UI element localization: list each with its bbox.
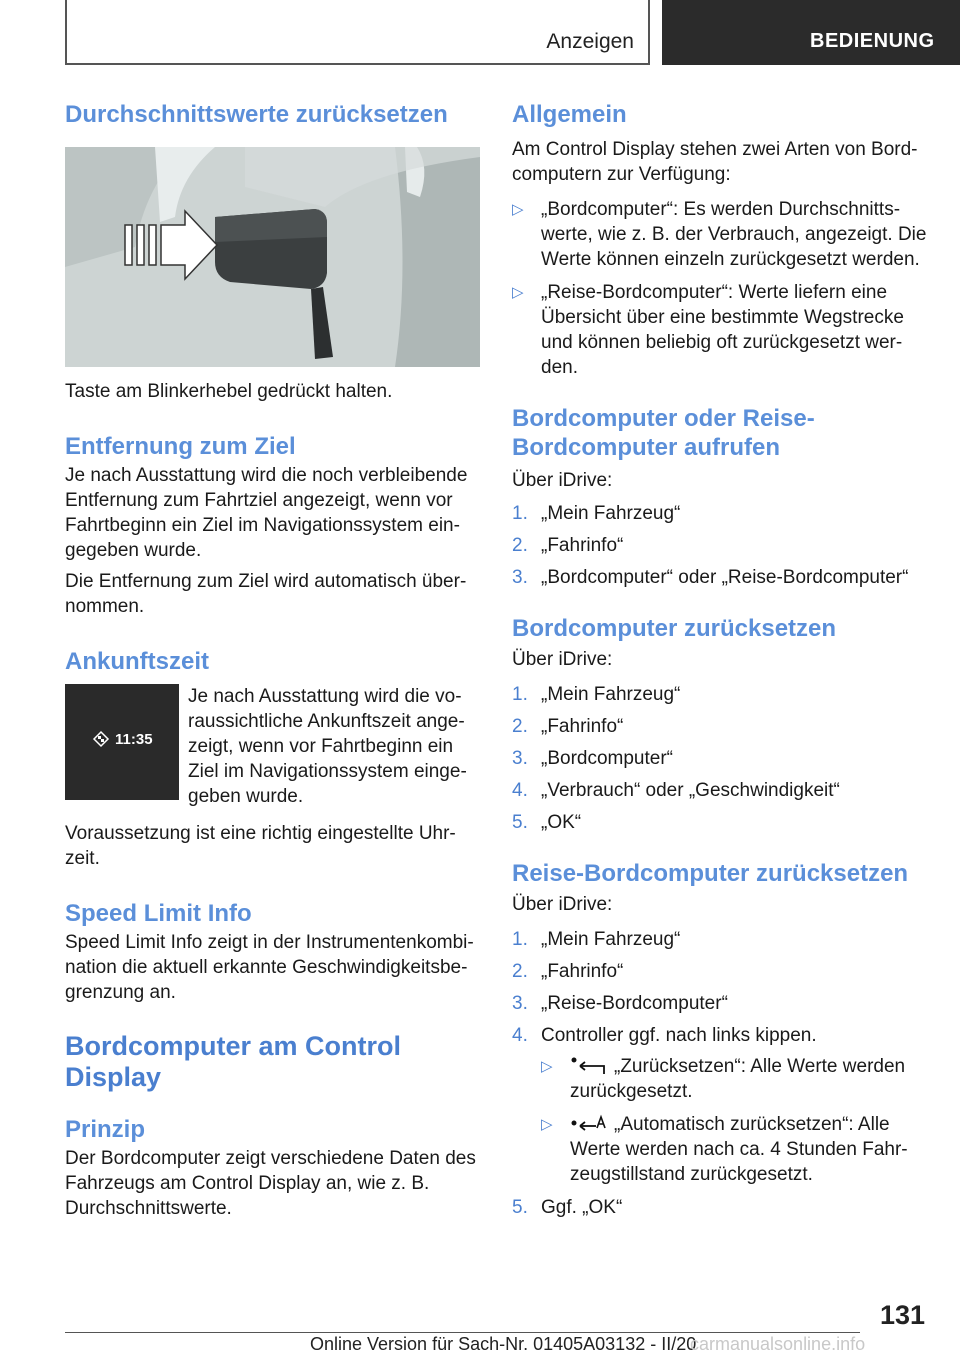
text-speed-limit: Speed Limit Info zeigt in der Instrumentenkombi-nation die aktuell erkannte Geschwindigkeitsbe-grenzung an. bbox=[65, 932, 474, 1003]
text-principle: Der Bordcomputer zeigt verschiedene Daten des Fahrzeugs am Control Display an, wie z. B. Durchschnittswerte. bbox=[65, 1148, 476, 1219]
list-item: 2. „Fahrinfo“ bbox=[512, 716, 624, 737]
heading-reset-averages: Durchschnittswerte zurücksetzen bbox=[65, 101, 448, 128]
list-item: 2. „Fahrinfo“ bbox=[512, 535, 624, 556]
list-item: ▷ „Automatisch zurücksetzen“: Alle Werte werden nach ca. 4 Stunden Fahr-zeugstillstand zurückgesetzt. bbox=[541, 1114, 908, 1185]
footer-watermark: carmanualsonline.info bbox=[690, 1334, 866, 1354]
list-item: ▷ „Zurücksetzen“: Alle Werte werden zurückgesetzt. bbox=[541, 1056, 906, 1102]
destination-flag-icon bbox=[92, 730, 110, 748]
board-computer-types-list bbox=[512, 197, 927, 380]
heading-general: Allgemein bbox=[512, 101, 627, 128]
header-chapter-tab bbox=[662, 0, 960, 65]
heading-reset-board-computer: Bordcomputer zurücksetzen bbox=[512, 615, 837, 642]
page-number: 131 bbox=[879, 1300, 925, 1330]
turn-signal-lever-image bbox=[65, 147, 480, 367]
header-section-label: Anzeigen bbox=[546, 30, 634, 53]
heading-speed-limit-info: Speed Limit Info bbox=[65, 900, 252, 927]
list-item: ▷ „Reise-Bordcomputer“: Werte liefern eine Übersicht über eine bestimmte Wegstrecke und können beliebig oft zurückgesetzt wer-den. bbox=[512, 282, 904, 378]
bullet-triangle-icon: ▷ bbox=[512, 201, 524, 218]
steps-trip-list bbox=[512, 927, 927, 1220]
caption-reset: Taste am Blinkerhebel gedrückt halten. bbox=[65, 381, 393, 402]
list-item: 4. Controller ggf. nach links kippen. ▷ „Zurücksetzen“: Alle Werte werden zurückgesetzt. ▷ „Automatisch zurücksetzen“: Alle Werte werden nach ca. 4 Stunden Fahr-zeugstillstand zurückgesetzt. bbox=[512, 1023, 927, 1187]
list-item: 1. „Mein Fahrzeug“ bbox=[512, 684, 681, 705]
text-via-idrive-3: Über iDrive: bbox=[512, 894, 613, 915]
auto-reset-icon bbox=[570, 1114, 606, 1132]
arrival-clock-value: 11:35 bbox=[115, 731, 153, 748]
heading-principle: Prinzip bbox=[65, 1116, 146, 1143]
right-column bbox=[512, 100, 927, 1220]
list-item: 5. „OK“ bbox=[512, 812, 582, 833]
lever-illustration-icon bbox=[65, 147, 480, 367]
heading-board-computer: Bordcomputer am Control Display bbox=[65, 1031, 402, 1092]
list-item: 5. Ggf. „OK“ bbox=[512, 1197, 623, 1218]
steps-reset-list bbox=[512, 682, 927, 835]
steps-open-list bbox=[512, 501, 927, 590]
text-general: Am Control Display stehen zwei Arten von Bord-computern zur Verfügung: bbox=[512, 139, 918, 185]
text-arrival: Je nach Ausstattung wird die vo-raussichtliche Ankunftszeit ange-zeigt, wenn vor Fahrtbeginn ein Ziel im Navigationssystem einge-geben wurde. bbox=[188, 686, 467, 807]
text-via-idrive-1: Über iDrive: bbox=[512, 470, 613, 491]
list-item: ▷ „Bordcomputer“: Es werden Durchschnitts-werte, wie z. B. der Verbrauch, angezeigt. Die Werte können einzeln zurückgesetzt werden. bbox=[512, 199, 927, 270]
footer-divider bbox=[65, 1332, 860, 1333]
list-item: 3. „Bordcomputer“ bbox=[512, 748, 673, 769]
header-chapter-label: BEDIENUNG bbox=[810, 30, 935, 52]
bullet-triangle-icon: ▷ bbox=[541, 1116, 553, 1133]
list-item: 3. „Bordcomputer“ oder „Reise-Bordcomputer“ bbox=[512, 567, 909, 588]
arrival-block bbox=[65, 684, 480, 809]
heading-arrival-time: Ankunftszeit bbox=[65, 648, 209, 675]
left-column bbox=[65, 100, 480, 1221]
header-section-tab bbox=[65, 0, 650, 65]
list-item: 4. „Verbrauch“ oder „Geschwindigkeit“ bbox=[512, 780, 840, 801]
heading-open-board-computer: Bordcomputer oder Reise-Bordcomputer aufrufen bbox=[512, 405, 815, 461]
list-item: 1. „Mein Fahrzeug“ bbox=[512, 503, 681, 524]
text-via-idrive-2: Über iDrive: bbox=[512, 649, 613, 670]
list-item: 1. „Mein Fahrzeug“ bbox=[512, 929, 681, 950]
bullet-triangle-icon: ▷ bbox=[541, 1058, 553, 1075]
text-distance-2: Die Entfernung zum Ziel wird automatisch über-nommen. bbox=[65, 571, 467, 617]
reset-options-list bbox=[541, 1054, 927, 1187]
heading-distance-to-destination: Entfernung zum Ziel bbox=[65, 433, 296, 460]
list-item: 3. „Reise-Bordcomputer“ bbox=[512, 993, 728, 1014]
text-distance-1: Je nach Ausstattung wird die noch verbleibende Entfernung zum Fahrtziel angezeigt, wenn vor Fahrtbeginn ein Ziel im Navigationssystem ein-gegeben wurde. bbox=[65, 465, 468, 561]
text-arrival-2: Voraussetzung ist eine richtig eingestellte Uhr-zeit. bbox=[65, 823, 456, 869]
bullet-triangle-icon: ▷ bbox=[512, 284, 524, 301]
reset-icon bbox=[570, 1056, 606, 1074]
arrival-time-display-image bbox=[65, 684, 179, 800]
heading-reset-trip-computer: Reise-Bordcomputer zurücksetzen bbox=[512, 860, 909, 887]
list-item: 2. „Fahrinfo“ bbox=[512, 961, 624, 982]
footer-online-version: Online Version für Sach-Nr. 01405A03132 - II/20 bbox=[310, 1334, 697, 1354]
